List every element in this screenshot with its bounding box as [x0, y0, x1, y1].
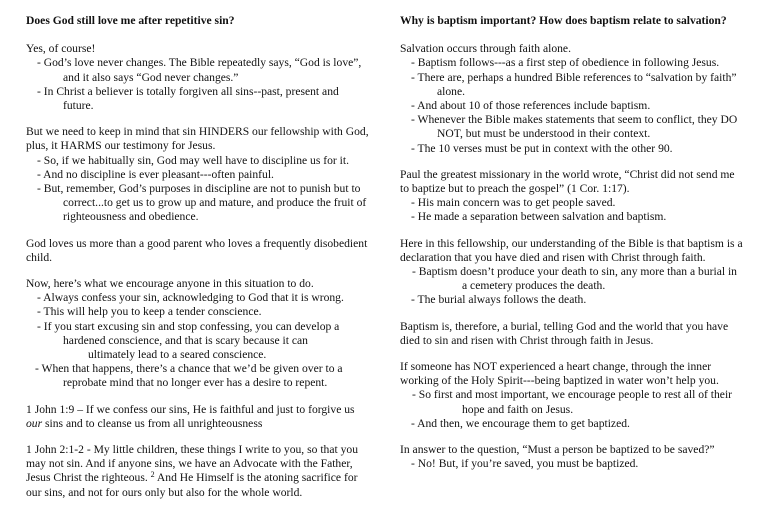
- burial-paragraph: Baptism is, therefore, a burial, telling God and the world that you have died to sin and risen with Christ through faith in Jesus.: [400, 319, 729, 347]
- discipline-bullet-3: - But, remember, God’s purposes in discipline are not to punish but to correct...to get us to grow up and mature, and produce the fruit of righteousness and obedience.: [37, 182, 367, 224]
- right-column: [400, 14, 745, 471]
- fellowship-paragraph: Here in this fellowship, our understanding of the Bible is that baptism is a declaration that you have died and risen with Christ through faith.: [400, 236, 743, 264]
- faith-bullet-2: - There are, perhaps a hundred Bible references to “salvation by faith” alone.: [411, 70, 737, 98]
- confess-bullet-1: - Always confess your sin, acknowledging to God that it is wrong.: [37, 291, 344, 305]
- faith-bullet-4: - Whenever the Bible makes statements that seem to conflict, they DO NOT, but must be understood in their context.: [411, 113, 738, 141]
- confess-bullet-4: - When that happens, there’s a chance that we’d be given over to a reprobate mind that no longer ever has a desire to repent.: [35, 362, 343, 390]
- left-column: [26, 14, 371, 500]
- verse-1-emphasis: our: [26, 416, 43, 430]
- encourage-paragraph: Now, here’s what we encourage anyone in this situation to do.: [26, 277, 314, 291]
- verse-1-text-b: sins and to cleanse us from all unrighteousness: [42, 416, 263, 430]
- discipline-bullet-1: - So, if we habitually sin, God may well have to discipline us for it.: [37, 153, 350, 167]
- right-heading: Why is baptism important? How does baptism relate to salvation?: [400, 14, 727, 27]
- love-bullet-1: - God’s love never changes. The Bible repeatedly says, “God is love”, and it also says “God never changes.”: [37, 56, 362, 84]
- left-heading: Does God still love me after repetitive sin?: [26, 14, 235, 27]
- verse-1-john-1-9: [26, 403, 371, 431]
- burial-bullet-1: - Baptism doesn’t produce your death to sin, any more than a burial in a cemetery produces the death.: [412, 265, 737, 293]
- hope-bullet-1: - So first and most important, we encourage people to rest all of their hope and faith on Jesus.: [412, 388, 733, 416]
- verse-1-john-2-1: [26, 443, 371, 500]
- verse-2-text-b: And He Himself is the atoning sacrifice for our sins, and not for ours only but also for the whole world.: [26, 471, 358, 499]
- discipline-bullet-2: - And no discipline is ever pleasant---often painful.: [37, 167, 274, 181]
- love-bullet-2: - In Christ a believer is totally forgiven all sins--past, present and future.: [37, 84, 339, 113]
- heart-change-paragraph: If someone has NOT experienced a heart change, through the inner working of the Holy Spirit---being baptized in water won’t help you.: [400, 360, 719, 388]
- verse-2-number: 2: [150, 470, 155, 480]
- paul-bullet-2: - He made a separation between salvation and baptism.: [411, 210, 667, 224]
- hope-bullet-2: - And then, we encourage them to get baptized.: [411, 416, 630, 430]
- burial-bullet-2: - The burial always follows the death.: [411, 293, 587, 307]
- confess-bullet-2: - This will help you to keep a tender conscience.: [37, 305, 262, 319]
- confess-bullet-3: - If you start excusing sin and stop confessing, you can develop a hardened conscience, and that is scary because it can: [37, 319, 340, 347]
- salvation-intro: Salvation occurs through faith alone.: [400, 42, 571, 56]
- paul-bullet-1: - His main concern was to get people saved.: [411, 196, 616, 210]
- hinders-paragraph: But we need to keep in mind that sin HINDERS our fellowship with God, plus, it HARMS our testimony for Jesus.: [26, 125, 369, 153]
- verse-2-text-a: 1 John 2:1-2 - My little children, these things I write to you, so that you may not sin. And if anyone sins, we have an Advocate with the Father, Jesus Christ the righteous.: [26, 443, 358, 485]
- parent-paragraph: God loves us more than a good parent who loves a frequently disobedient child.: [26, 236, 368, 264]
- love-intro: Yes, of course!: [26, 42, 96, 56]
- faith-bullet-5: - The 10 verses must be put in context with the other 90.: [411, 141, 673, 155]
- faith-bullet-3: - And about 10 of those references include baptism.: [411, 99, 651, 113]
- paul-paragraph: Paul the greatest missionary in the world wrote, “Christ did not send me to baptize but to preach the gospel” (1 Cor. 1:17).: [400, 167, 735, 196]
- confess-bullet-3-continued: ultimately lead to a seared conscience.: [88, 348, 267, 362]
- verse-1-text-a: 1 John 1:9 – If we confess our sins, He is faithful and just to forgive us: [26, 402, 355, 416]
- question-paragraph: In answer to the question, “Must a person be baptized to be saved?”: [400, 443, 715, 457]
- faith-bullet-1: - Baptism follows---as a first step of obedience in following Jesus.: [411, 56, 720, 70]
- answer-bullet: - No! But, if you’re saved, you must be baptized.: [411, 457, 639, 471]
